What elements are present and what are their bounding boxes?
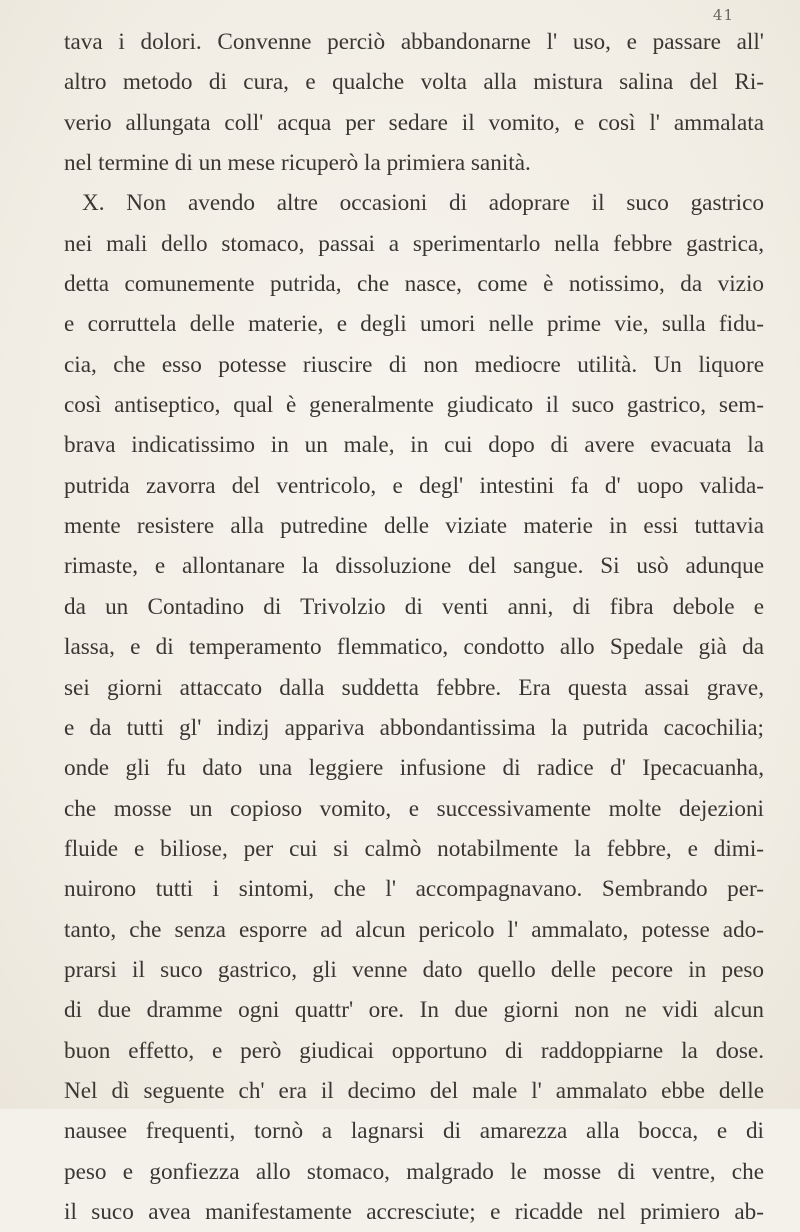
text-line: tava i dolori. Convenne perciò abbandonarne l' uso, e passare all' bbox=[64, 29, 764, 55]
text-line: da un Contadino di Trivolzio di venti anni, di fibra debole e bbox=[64, 593, 764, 620]
text-line: buon effetto, e però giudicai opportuno di raddoppiarne la dose. bbox=[64, 1037, 764, 1064]
text-line: di due dramme ogni quattr' ore. In due giorni non ne vidi alcun bbox=[64, 997, 764, 1024]
text-line: verio allungata coll' acqua per sedare il vomito, e così l' ammalata bbox=[64, 109, 764, 136]
text-line: sei giorni attaccato dalla suddetta febbre. Era questa assai grave, bbox=[64, 674, 764, 701]
text-line: il suco avea manifestamente accresciute; e ricadde nel primiero ab- bbox=[64, 1198, 764, 1225]
text-line: nausee frequenti, tornò a lagnarsi di amarezza alla bocca, e di bbox=[64, 1118, 764, 1145]
text-line: prarsi il suco gastrico, gli venne dato quello delle pecore in peso bbox=[64, 956, 764, 983]
text-line: onde gli fu dato una leggiere infusione di radice d' Ipecacuanha, bbox=[64, 755, 764, 782]
body-text bbox=[64, 22, 764, 1232]
text-line: nel termine di un mese ricuperò la primiera sanità. bbox=[64, 150, 531, 177]
text-line: nuirono tutti i sintomi, che l' accompagnavano. Sembrando per- bbox=[64, 876, 764, 903]
text-line: tanto, che senza esporre ad alcun pericolo l' ammalato, potesse ado- bbox=[64, 916, 764, 943]
text-line: peso e gonfiezza allo stomaco, malgrado le mosse di ventre, che bbox=[64, 1158, 764, 1185]
text-line: X. Non avendo altre occasioni di adoprare il suco gastrico bbox=[82, 190, 764, 217]
text-line: rimaste, e allontanare la dissoluzione del sangue. Si usò adunque bbox=[64, 553, 764, 580]
text-line: brava indicatissimo in un male, in cui dopo di avere evacuata la bbox=[64, 432, 764, 459]
text-line: altro metodo di cura, e qualche volta alla mistura salina del Ri- bbox=[64, 69, 764, 96]
text-line: nei mali dello stomaco, passai a sperimentarlo nella febbre gastrica, bbox=[64, 230, 764, 257]
text-line: mente resistere alla putredine delle viziate materie in essi tuttavia bbox=[64, 513, 764, 540]
text-line: Nel dì seguente ch' era il decimo del male l' ammalato ebbe delle bbox=[64, 1077, 764, 1104]
page-number: 41 bbox=[712, 6, 734, 24]
text-line: così antiseptico, qual è generalmente giudicato il suco gastrico, sem- bbox=[64, 392, 764, 419]
text-line: lassa, e di temperamento flemmatico, condotto allo Spedale già da bbox=[64, 634, 764, 661]
text-line: putrida zavorra del ventricolo, e degl' intestini fa d' uopo valida- bbox=[64, 472, 764, 499]
text-line: fluide e biliose, per cui si calmò notabilmente la febbre, e dimi- bbox=[64, 835, 764, 862]
text-line: e da tutti gl' indizj appariva abbondantissima la putrida cacochilia; bbox=[64, 714, 764, 741]
text-line: cia, che esso potesse riuscire di non mediocre utilità. Un liquore bbox=[64, 351, 764, 378]
text-line: e corruttela delle materie, e degli umori nelle prime vie, sulla fidu- bbox=[64, 311, 764, 338]
text-line: che mosse un copioso vomito, e successivamente molte dejezioni bbox=[64, 795, 764, 822]
text-line: detta comunemente putrida, che nasce, come è notissimo, da vizio bbox=[64, 271, 764, 298]
